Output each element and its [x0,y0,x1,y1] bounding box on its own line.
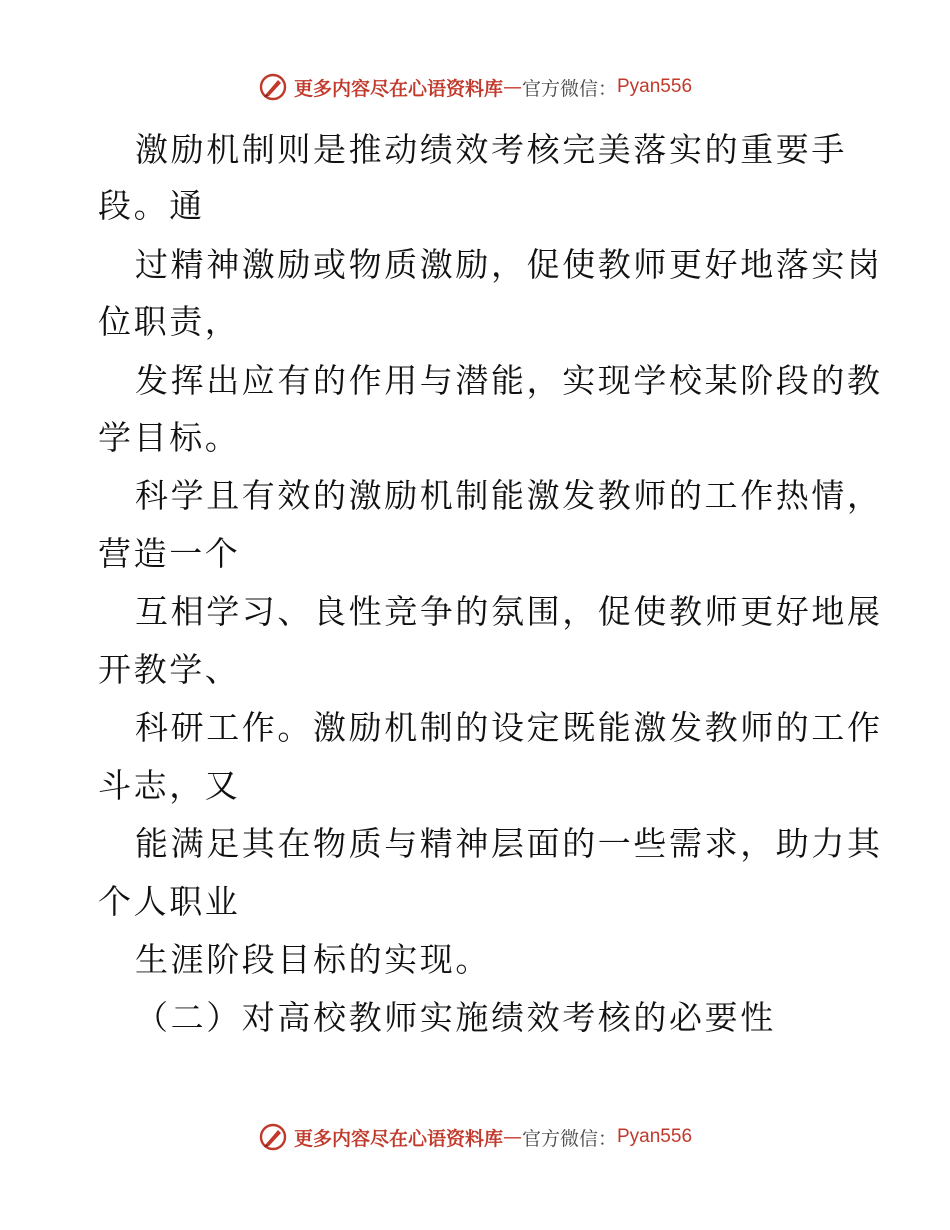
paragraph-line: 开教学、 [98,650,241,689]
pen-logo-icon [258,72,288,102]
paragraph-line: 斗志，又 [98,766,241,805]
paragraph-line: 营造一个 [98,534,241,573]
paragraph-line: 过精神激励或物质激励，促使教师更好地落实岗 [135,245,883,284]
banner-wechat-id: Pyan556 [617,1126,693,1147]
section-heading: （二）对高校教师实施绩效考核的必要性 [135,998,776,1037]
paragraph-line: 激励机制则是推动绩效考核完美落实的重要手 [135,130,847,169]
footer-banner [0,1122,950,1152]
paragraph-line: 科研工作。激励机制的设定既能激发教师的工作 [135,708,883,747]
paragraph-line: 科学且有效的激励机制能激发教师的工作热情， [135,476,883,515]
paragraph-line: 个人职业 [98,882,241,921]
banner-sub-text: 官方微信： [521,77,617,100]
paragraph-line: 互相学习、良性竞争的氛围，促使教师更好地展 [135,592,883,631]
paragraph-line: 位职责， [98,302,241,341]
banner-main-text: 更多内容尽在心语资料库 [293,77,503,100]
header-banner [0,72,950,102]
paragraph-line: 能满足其在物质与精神层面的一些需求，助力其 [135,824,883,863]
pen-logo-icon [258,1122,288,1152]
banner-dash: — [502,76,522,98]
paragraph-line: 生涯阶段目标的实现。 [135,940,491,979]
paragraph-line: 学目标。 [98,418,241,457]
banner-wechat-id: Pyan556 [617,76,693,97]
banner-sub-text: 官方微信： [521,1127,617,1150]
paragraph-line: 段。通 [98,186,205,225]
banner-main-text: 更多内容尽在心语资料库 [293,1127,503,1150]
paragraph-line: 发挥出应有的作用与潜能，实现学校某阶段的教 [135,361,883,400]
banner-dash: — [502,1126,522,1148]
